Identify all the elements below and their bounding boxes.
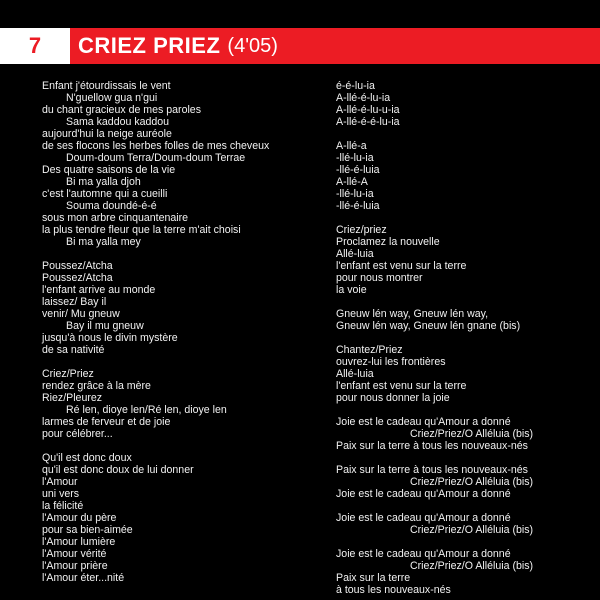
lyric-line: Poussez/Atcha [42,260,113,272]
lyric-line: A-llé-a [336,140,367,152]
lyric-line: sous mon arbre cinquantenaire [42,212,189,224]
lyric-line: du chant gracieux de mes paroles [42,104,201,116]
lyric-line: pour sa bien-aimée [42,524,133,536]
lyric-line: laissez/ Bay il [42,296,107,308]
lyric-line: l'enfant arrive au monde [42,284,156,296]
lyric-line: Ré len, dioye len/Ré len, dioye len [66,404,227,416]
track-header-bar [0,28,600,64]
lyric-line: Bi ma yalla djoh [66,176,141,188]
track-title: CRIEZ PRIEZ [78,33,221,58]
lyric-line: pour nous donner la joie [336,392,450,404]
lyrics-left-column [42,80,310,584]
track-number: 7 [28,33,42,58]
lyric-line: Riez/Pleurez [42,392,103,404]
lyric-line: l'enfant est venu sur la terre [336,260,467,272]
track-duration: (4'05) [227,34,278,57]
lyric-line: qu'il est donc doux de lui donner [42,464,194,476]
lyric-line: l'Amour lumière [42,536,116,548]
lyric-line: Criez/priez [336,224,387,236]
stanza-gap [336,536,586,548]
track-heading [78,28,278,64]
stanza-gap [336,332,586,344]
lyric-line: N'guellow gua n'gui [66,92,158,104]
stanza-gap [336,404,586,416]
lyric-line: A-llé-é-é-lu-ia [336,116,400,128]
lyric-line: Enfant j'étourdissais le vent [42,80,171,92]
lyric-line: la voie [336,284,367,296]
lyric-line: ouvrez-lui les frontières [336,356,446,368]
lyric-line: Joie est le cadeau qu'Amour a donné [336,488,511,500]
stanza-gap [336,452,586,464]
lyric-line: Paix sur la terre [336,572,411,584]
lyric-line: la félicité [42,500,84,512]
lyric-line: à tous les nouveaux-nés [336,584,451,596]
lyric-line: Criez/Priez [42,368,94,380]
lyric-line: de ses flocons les herbes folles de mes cheveux [42,140,270,152]
stanza-gap [336,500,586,512]
lyric-line: A-llé-é-lu-u-ia [336,104,400,116]
stanza-gap [336,296,586,308]
lyric-line: Joie est le cadeau qu'Amour a donné [336,512,511,524]
lyric-line: Chantez/Priez [336,344,403,356]
lyric-line: l'Amour vérité [42,548,107,560]
lyric-line: Gneuw lén way, Gneuw lén gnane (bis) [336,320,521,332]
lyric-line: l'enfant est venu sur la terre [336,380,467,392]
lyric-line: uni vers [42,488,80,500]
lyrics-right-column [336,80,586,596]
lyric-line: Proclamez la nouvelle [336,236,440,248]
stanza-gap [42,356,310,368]
lyric-line: Criez/Priez/O Alléluia (bis) [410,476,534,488]
lyric-line: de sa nativité [42,344,105,356]
stanza-gap [42,440,310,452]
lyric-line: Gneuw lén way, Gneuw lén way, [336,308,489,320]
lyric-line: A-llé-é-lu-ia [336,92,391,104]
lyric-line: Souma doundé-é-é [66,200,157,212]
lyric-line: rendez grâce à la mère [42,380,151,392]
lyric-line: l'Amour [42,476,78,488]
lyric-line: -llé-lu-ia [336,188,374,200]
lyric-line: Allé-luia [336,368,374,380]
stanza-gap [336,212,586,224]
lyric-line: Joie est le cadeau qu'Amour a donné [336,548,511,560]
lyric-line: Criez/Priez/O Alléluia (bis) [410,428,534,440]
lyric-line: Bay il mu gneuw [66,320,144,332]
lyric-line: -llé-é-luia [336,164,380,176]
stanza-gap [42,248,310,260]
lyric-line: Criez/Priez/O Alléluia (bis) [410,524,534,536]
lyric-line: jusqu'à nous le divin mystère [42,332,178,344]
lyric-line: Qu'il est donc doux [42,452,132,464]
lyric-line: Doum-doum Terra/Doum-doum Terrae [66,152,246,164]
lyric-line: l'Amour du père [42,512,117,524]
lyric-line: é-é-lu-ia [336,80,375,92]
lyric-line: Bi ma yalla mey [66,236,141,248]
lyric-line: Des quatre saisons de la vie [42,164,176,176]
lyric-line: Poussez/Atcha [42,272,113,284]
lyric-line: c'est l'automne qui a cueilli [42,188,168,200]
lyric-line: A-llé-A [336,176,368,188]
lyric-line: pour nous montrer [336,272,423,284]
lyric-line: aujourd'hui la neige auréole [42,128,172,140]
lyric-line: -llé-é-luia [336,200,380,212]
lyric-line: Joie est le cadeau qu'Amour a donné [336,416,511,428]
lyric-line: Paix sur la terre à tous les nouveaux-nés [336,464,528,476]
lyric-line: Sama kaddou kaddou [66,116,170,128]
lyric-line: venir/ Mu gneuw [42,308,120,320]
lyric-line: larmes de ferveur et de joie [42,416,171,428]
track-number-box [0,28,70,64]
lyric-line: -llé-lu-ia [336,152,374,164]
lyric-line: pour célébrer... [42,428,113,440]
lyric-line: Paix sur la terre à tous les nouveaux-nés [336,440,528,452]
lyric-line: la plus tendre fleur que la terre m'ait choisi [42,224,241,236]
lyric-line: l'Amour éter...nité [42,572,125,584]
lyric-line: Allé-luia [336,248,374,260]
lyric-line: Criez/Priez/O Alléluia (bis) [410,560,534,572]
stanza-gap [336,128,586,140]
lyric-line: l'Amour prière [42,560,108,572]
